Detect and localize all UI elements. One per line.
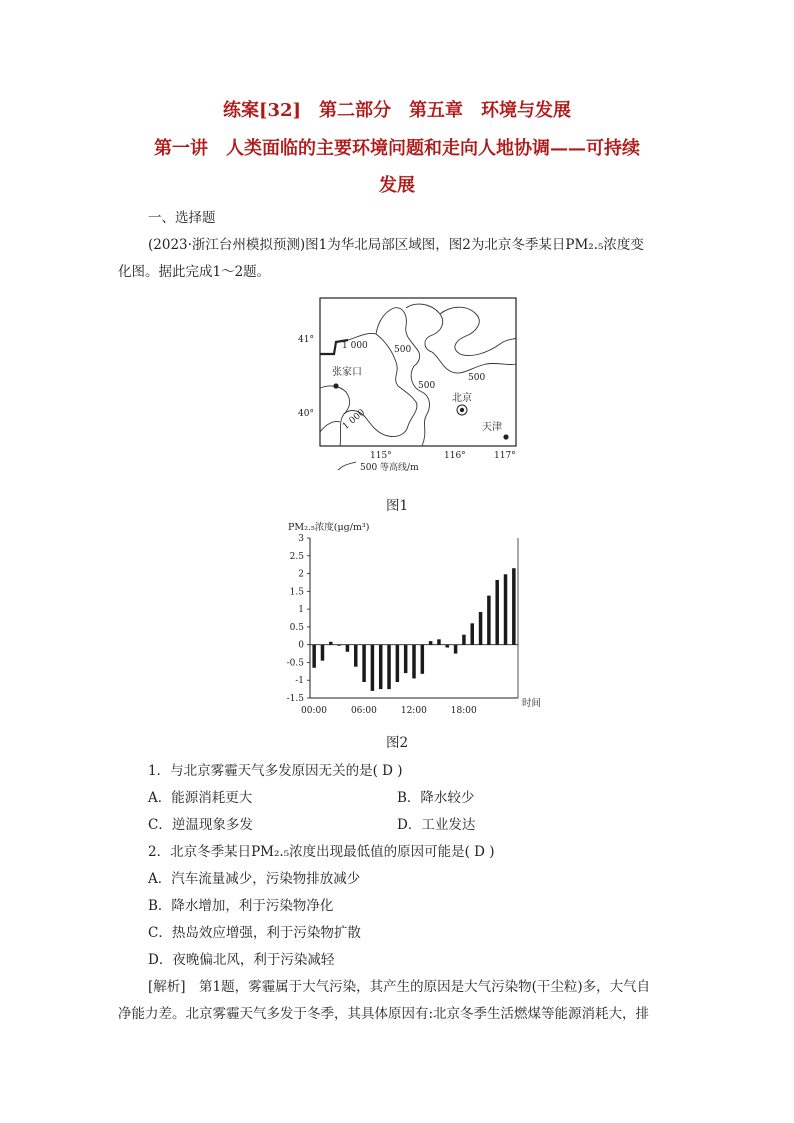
doc-title-line3: 发展 <box>379 175 415 196</box>
chart-bar <box>371 645 374 691</box>
y-tick-label: 1.5 <box>289 587 304 598</box>
chart-bar <box>379 645 382 689</box>
lon-label: 117° <box>494 451 516 461</box>
chart-bar <box>512 568 515 644</box>
lon-label: 115° <box>370 451 392 461</box>
chart-xlabel: 时间 <box>522 698 542 709</box>
y-tick-label: -0.5 <box>286 658 304 669</box>
chart-bar <box>421 645 424 674</box>
map-figure <box>290 292 530 472</box>
y-tick-label: -1.5 <box>286 694 304 704</box>
chart-bar <box>437 639 440 644</box>
chart-bar <box>470 623 473 644</box>
chart-bar <box>462 635 465 645</box>
y-tick-label: 1 <box>298 605 304 616</box>
chart-bar <box>312 645 315 668</box>
lon-label: 116° <box>444 451 466 461</box>
y-tick-label: 2.5 <box>289 551 304 562</box>
lat-label: 40° <box>298 409 314 419</box>
y-tick-label: -1 <box>295 676 304 687</box>
q2-option-b: B．降水增加，利于污染物净化 <box>148 898 334 914</box>
chart-bar <box>479 612 482 645</box>
intro-line2: 化图。据此完成1～2题。 <box>118 264 271 280</box>
chart-bar <box>487 596 490 645</box>
city-dot-zhangjiakou <box>333 383 338 388</box>
contour-label: 1 000 <box>341 407 368 432</box>
city-label: 北京 <box>452 393 472 404</box>
q1-option-d: D．工业发达 <box>397 817 476 833</box>
chart-bar <box>504 574 507 644</box>
analysis-line1: [解析] 第1题，雾霾属于大气污染，其产生的原因是大气污染物(干尘粒)多，大气自 <box>148 979 651 995</box>
chart-bar <box>429 641 432 645</box>
y-tick-label: 0 <box>298 640 304 651</box>
chart-bar <box>446 645 449 648</box>
contour-label: 1 000 <box>342 341 368 351</box>
q1-option-a: A．能源消耗更大 <box>148 790 253 806</box>
q2-option-a: A．汽车流量减少，污染物排放减少 <box>148 871 361 887</box>
chart-bar <box>495 580 498 645</box>
y-tick-label: 3 <box>298 534 304 544</box>
q1-option-c: C．逆温现象多发 <box>148 817 253 833</box>
x-tick-label: 18:00 <box>450 706 477 716</box>
q1-option-b: B．降水较少 <box>397 790 475 806</box>
q2-option-c: C．热岛效应增强，利于污染物扩散 <box>148 925 361 941</box>
lat-label: 41° <box>298 335 314 345</box>
city-dot-beijing-center <box>460 408 464 412</box>
x-tick-label: 00:00 <box>301 706 327 716</box>
contour-label: 500 <box>418 381 436 391</box>
y-tick-label: 0.5 <box>289 622 304 633</box>
x-tick-label: 06:00 <box>350 706 377 716</box>
chart-bar <box>387 645 390 689</box>
contour-label: 500 <box>394 345 412 355</box>
chart-bar <box>412 645 415 679</box>
q2-stem: 2．北京冬季某日PM₂.₅浓度出现最低值的原因可能是( D ) <box>148 844 495 860</box>
pm25-chart <box>270 516 560 716</box>
chart-bar <box>354 645 357 667</box>
analysis-line2: 净能力差。北京雾霾天气多发于冬季，其具体原因有:北京冬季生活燃煤等能源消耗大，排 <box>118 1006 650 1022</box>
doc-title-line2: 第一讲 人类面临的主要环境问题和走向人地协调——可持续 <box>154 138 640 159</box>
city-label: 天津 <box>482 422 502 433</box>
chart-bar <box>329 642 332 645</box>
q1-stem: 1．与北京雾霾天气多发原因无关的是( D ) <box>148 763 403 779</box>
y-tick-label: 2 <box>298 569 304 580</box>
chart-bar <box>321 645 324 661</box>
chart-bar <box>454 645 457 654</box>
legend-contour-symbol <box>338 462 356 470</box>
chart-bar <box>346 645 349 652</box>
chart-ylabel: PM₂.₅浓度(μg/m³) <box>288 522 370 533</box>
city-dot-tianjin <box>503 434 508 439</box>
q2-option-d: D．夜晚偏北风，利于污染减轻 <box>148 952 335 968</box>
x-tick-label: 12:00 <box>400 706 427 716</box>
chart-bar <box>362 645 365 682</box>
chart-bar <box>396 645 399 682</box>
city-label: 张家口 <box>332 367 362 378</box>
map-legend: 500 等高线/m <box>360 463 419 472</box>
intro-line1: (2023·浙江台州模拟预测)图1为华北局部区域图，图2为北京冬季某日PM₂.₅浓度变 <box>148 237 644 253</box>
figure2-caption: 图2 <box>385 735 409 751</box>
figure1-caption: 图1 <box>385 498 409 514</box>
chart-bar <box>337 645 340 646</box>
doc-title-line1: 练案[32] 第二部分 第五章 环境与发展 <box>222 100 572 121</box>
contour-label: 500 <box>468 373 486 383</box>
chart-bar <box>404 645 407 673</box>
section-heading: 一、选择题 <box>148 210 216 226</box>
